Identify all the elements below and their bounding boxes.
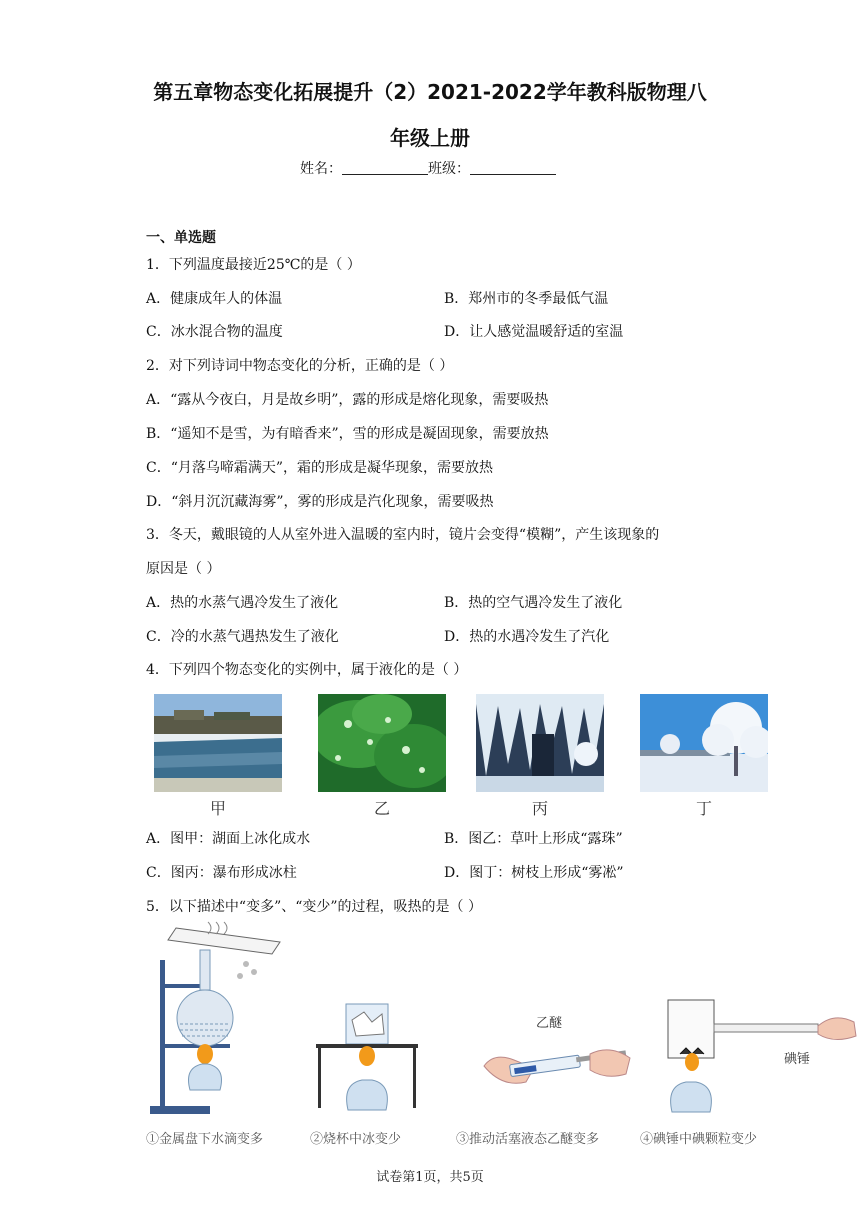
- q2-option-a[interactable]: A．“露从今夜白，月是故乡明”，露的形成是熔化现象，需要吸热: [146, 392, 549, 408]
- photo-lake-ice: [154, 694, 282, 792]
- q1-stem: 1．下列温度最接近25℃的是（ ）: [146, 257, 361, 273]
- q3-option-b[interactable]: B．热的空气遇冷发生了液化: [444, 595, 623, 611]
- photo-dew-leaf: [318, 694, 446, 792]
- q2-option-d[interactable]: D．“斜月沉沉藏海雾”，雾的形成是汽化现象，需要吸热: [146, 494, 494, 510]
- photo-label-bing: 丙: [531, 799, 548, 818]
- q2-option-c[interactable]: C．“月落乌啼霜满天”，霜的形成是凝华现象，需要放热: [146, 460, 494, 476]
- photo-frozen-waterfall: [476, 694, 604, 792]
- q3-stem-line2: 原因是（ ）: [146, 561, 221, 577]
- name-label: 姓名：: [300, 161, 342, 177]
- page-title-line1: 第五章物态变化拓展提升（2）2021-2022学年教科版物理八: [153, 80, 707, 104]
- figure-beaker-ice: [312, 1000, 422, 1120]
- q2-option-b[interactable]: B．“遥知不是雪，为有暗香来”，雪的形成是凝固现象，需要放热: [146, 426, 549, 442]
- page-title-line2: 年级上册: [390, 126, 470, 150]
- photo-label-jia: 甲: [209, 799, 226, 818]
- photo-rime-trees: [640, 694, 768, 792]
- q3-stem-line1: 3．冬天，戴眼镜的人从室外进入温暖的室内时，镜片会变得“模糊”，产生该现象的: [146, 527, 660, 543]
- q1-option-a[interactable]: A．健康成年人的体温: [146, 291, 283, 307]
- q1-option-b[interactable]: B．郑州市的冬季最低气温: [444, 291, 609, 307]
- caption-figure-1: ①金属盘下水滴变多: [146, 1132, 264, 1147]
- section-heading: 一、单选题: [146, 230, 216, 246]
- q2-stem: 2．对下列诗词中物态变化的分析，正确的是（ ）: [146, 358, 454, 374]
- photo-label-yi: 乙: [373, 799, 390, 818]
- q1-option-c[interactable]: C．冰水混合物的温度: [146, 324, 283, 340]
- label-iodine-hammer: 碘锤: [784, 1052, 811, 1067]
- q4-option-b[interactable]: B．图乙：草叶上形成“露珠”: [444, 831, 623, 847]
- q3-option-c[interactable]: C．冷的水蒸气遇热发生了液化: [146, 629, 339, 645]
- caption-figure-4: ④碘锤中碘颗粒变少: [640, 1132, 758, 1147]
- page-footer: 试卷第1页，共5页: [376, 1170, 484, 1185]
- q5-stem: 5．以下描述中“变多”、“变少”的过程，吸热的是（ ）: [146, 899, 482, 915]
- q3-option-a[interactable]: A．热的水蒸气遇冷发生了液化: [146, 595, 339, 611]
- label-ether: 乙醚: [536, 1016, 563, 1031]
- caption-figure-2: ②烧杯中冰变少: [310, 1132, 402, 1147]
- student-info-line: [300, 158, 556, 178]
- figure-syringe-ether: [480, 1030, 640, 1100]
- q1-option-d[interactable]: D．让人感觉温暖舒适的室温: [444, 324, 624, 340]
- q3-option-d[interactable]: D．热的水遇冷发生了汽化: [444, 629, 610, 645]
- caption-figure-3: ③推动活塞液态乙醚变多: [456, 1132, 600, 1147]
- class-label: 班级：: [428, 161, 470, 177]
- name-field[interactable]: [342, 160, 428, 175]
- figure-iodine-hammer: [650, 996, 860, 1116]
- figure-flask-plate: [150, 920, 290, 1120]
- q4-option-c[interactable]: C．图丙：瀑布形成冰柱: [146, 865, 297, 881]
- photo-label-ding: 丁: [695, 799, 712, 818]
- q4-option-d[interactable]: D．图丁：树枝上形成“雾凇”: [444, 865, 624, 881]
- q4-stem: 4．下列四个物态变化的实例中，属于液化的是（ ）: [146, 662, 468, 678]
- class-field[interactable]: [470, 160, 556, 175]
- q4-option-a[interactable]: A．图甲：湖面上冰化成水: [146, 831, 311, 847]
